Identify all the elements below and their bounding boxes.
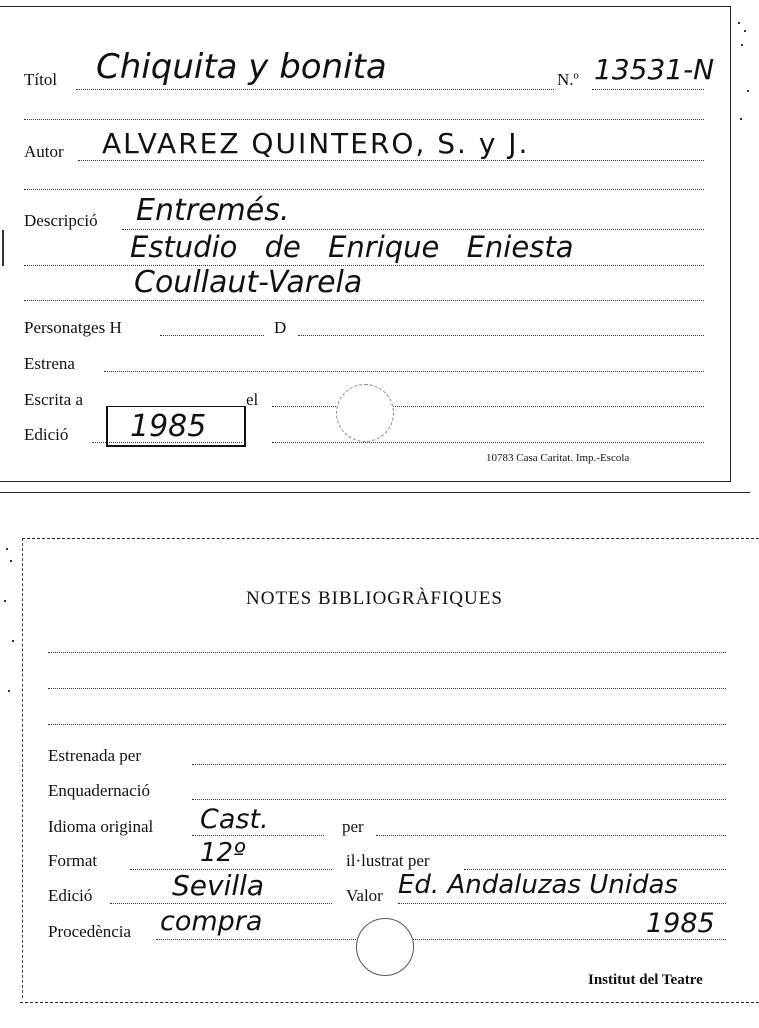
characters-d-dotted-line: [298, 335, 704, 336]
per-label: per: [342, 817, 364, 836]
title-label: Títol: [24, 70, 58, 89]
notes-heading: NOTES BIBLIOGRÀFIQUES: [246, 588, 503, 609]
description-label: Descripció: [24, 211, 98, 230]
bottom-card-bottom-edge: [20, 1002, 759, 1003]
number-dotted-line: [592, 89, 704, 90]
characters-d-label: D: [274, 318, 287, 337]
scan-speck: [6, 548, 8, 550]
written-label: Escrita a: [24, 390, 83, 409]
bottom-edition-label: Edició: [48, 886, 93, 905]
scan-speck: [741, 44, 743, 46]
premiere-label: Estrena: [24, 354, 75, 373]
bottom-card-top-edge: [22, 538, 759, 539]
premiered-by-label: Estrenada per: [48, 746, 141, 765]
notes-line-2: [48, 688, 726, 689]
per-dotted-line: [376, 835, 726, 836]
scan-speck: [8, 690, 10, 692]
provenance-value: compra: [160, 906, 263, 937]
description-line-3: Coullaut-Varela: [134, 265, 363, 300]
top-card-bottom-edge: [0, 492, 750, 493]
original-language-dotted-line: [192, 835, 324, 836]
title-value: Chiquita y bonita: [96, 47, 387, 87]
edition-label: Edició: [24, 425, 69, 444]
scan-speck: [738, 22, 740, 24]
edition-extra-line: [272, 442, 704, 443]
scan-speck: [10, 560, 12, 562]
scan-speck: [4, 600, 6, 602]
title-extra-line: [24, 119, 704, 120]
left-edge-mark: [2, 230, 4, 266]
description-dotted-line-2: [24, 265, 704, 266]
notes-line-1: [48, 652, 726, 653]
edition-year: 1985: [130, 409, 207, 444]
bottom-card-left-edge: [22, 538, 23, 998]
notes-line-3: [48, 724, 726, 725]
provenance-label: Procedència: [48, 922, 132, 941]
number-label: N.º: [557, 70, 579, 89]
author-value: ALVAREZ QUINTERO, S. y J.: [102, 127, 530, 160]
value-value: Ed. Andaluzas Unidas: [398, 870, 678, 900]
punch-hole-top: [336, 384, 394, 442]
institution-label: Institut del Teatre: [588, 972, 703, 988]
binding-label: Enquadernació: [48, 781, 150, 800]
bottom-edition-value: Sevilla: [172, 869, 265, 902]
characters-h-dotted-line: [160, 335, 264, 336]
punch-hole-bottom: [356, 918, 414, 976]
written-el-label: el: [246, 390, 259, 409]
author-dotted-line: [78, 160, 704, 161]
illustrated-label: il·lustrat per: [346, 851, 430, 870]
value-dotted-line: [398, 903, 726, 904]
format-value: 12º: [200, 838, 246, 868]
description-line-2: Estudio de Enrique Eniesta: [130, 230, 574, 264]
premiere-dotted-line: [104, 371, 704, 372]
binding-dotted-line: [192, 799, 726, 800]
provenance-year: 1985: [646, 908, 715, 939]
printer-note: 10783 Casa Caritat. Imp.-Escola: [486, 452, 630, 464]
provenance-dotted-line: [156, 939, 726, 940]
description-line-1: Entremés.: [136, 193, 290, 228]
scan-speck: [747, 90, 749, 92]
characters-label: Personatges H: [24, 318, 122, 337]
format-label: Format: [48, 851, 98, 870]
scan-speck: [744, 30, 746, 32]
scan-speck: [12, 640, 14, 642]
value-label: Valor: [346, 886, 383, 905]
description-dotted-line-3: [24, 300, 704, 301]
title-dotted-line: [76, 89, 554, 90]
scan-speck: [740, 118, 742, 120]
number-value: 13531-N: [594, 53, 715, 86]
author-extra-line: [24, 189, 704, 190]
premiered-by-dotted-line: [192, 764, 726, 765]
original-language-value: Cast.: [200, 804, 269, 835]
original-language-label: Idioma original: [48, 817, 154, 836]
author-label: Autor: [24, 142, 64, 161]
bottom-edition-dotted-line: [110, 903, 332, 904]
